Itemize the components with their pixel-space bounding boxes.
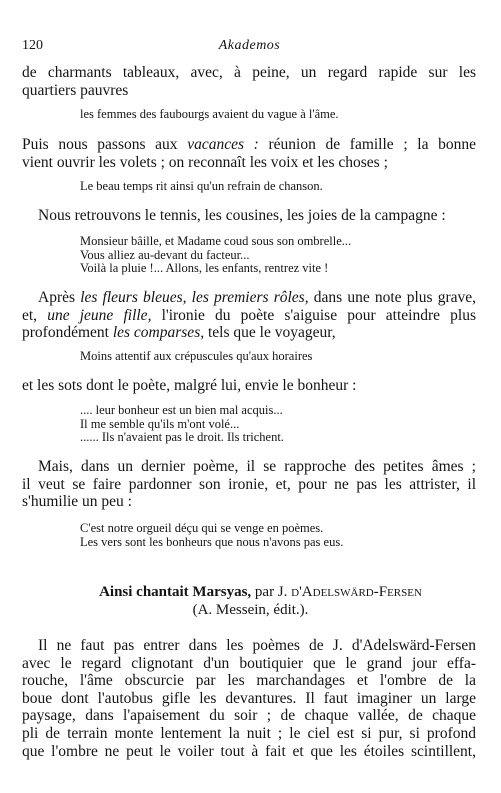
verse-line: .... leur bonheur est un bien mal acquis...	[80, 403, 283, 417]
text-line	[22, 324, 476, 342]
text-line: rouche, l'âme obscurcie par les marchandages et l'ombre de la	[22, 672, 476, 690]
publisher-line: (A. Messein, édit.).	[192, 602, 309, 618]
italic-run: vacances :	[187, 136, 259, 153]
verse-line: les femmes des faubourgs avaient du vague à l'âme.	[80, 107, 339, 121]
verse-line: Vous alliez au-devant du facteur...	[80, 247, 250, 262]
text-line: avec le regard clignotant d'un boutiquier que le grand jour effa-	[22, 654, 476, 672]
review-heading	[0, 583, 501, 601]
quotation	[80, 235, 351, 276]
page-number: 120	[22, 38, 43, 53]
text-line: Il ne faut pas entrer dans les poèmes de J. d'Adelswärd-Fersen	[38, 637, 476, 654]
paragraph-fleurs-bleues	[22, 289, 476, 342]
quotation	[80, 404, 284, 445]
text-run: dans une note plus grave,	[308, 289, 476, 306]
text-line: et les sots dont le poète, malgré lui, envie le bonheur :	[22, 377, 357, 394]
paragraph-dernier-poeme	[22, 458, 476, 511]
page-header	[22, 38, 477, 56]
text-line	[22, 307, 476, 325]
text-run: profondément	[22, 324, 113, 342]
verse-line: Il me semble qu'ils m'ont volé...	[80, 416, 240, 431]
paragraph-intro	[22, 64, 476, 99]
book-title: Ainsi chantait Marsyas,	[99, 584, 252, 600]
author-name: d'Adelswärd-Fersen	[291, 584, 422, 600]
italic-run: les fleurs bleues, les premiers rôles,	[80, 289, 309, 306]
text-line: il veut se faire pardonner son ironie, et, pour ne pas les attrister, il	[22, 475, 476, 493]
text-line: vient ouvrir les volets ; on reconnaît les voix et les choses ;	[22, 153, 388, 171]
quotation	[80, 350, 312, 364]
text-line: Mais, dans un dernier poème, il se rapproche des petites âmes ;	[38, 458, 476, 475]
text-line: boue dont l'autobus gifle les devantures. Il faut imaginer un large	[22, 689, 476, 707]
quotation	[80, 108, 339, 122]
paragraph-vacances	[22, 136, 476, 171]
text-line: que l'ombre ne peut le voiler tout à fait et que les étoiles scintillent,	[22, 742, 476, 760]
verse-line: Monsieur bâille, et Madame coud sous son ombrelle...	[80, 234, 352, 248]
text-line: pli de terrain monte lentement la nuit ; le ciel est si pur, si profond	[22, 724, 476, 742]
paragraph-sots	[22, 377, 476, 395]
text-line	[22, 136, 476, 154]
italic-run: une jeune fille,	[47, 306, 152, 324]
text-line: s'humilie un peu :	[22, 493, 132, 511]
verse-line: Le beau temps rit ainsi qu'un refrain de chanson.	[80, 179, 323, 193]
text-line: Nous retrouvons le tennis, les cousines, les joies de la campagne :	[38, 207, 446, 224]
running-title: Akademos	[218, 38, 281, 53]
text-line: quartiers pauvres	[22, 81, 129, 99]
paragraph-tennis	[38, 207, 476, 225]
verse-line: ...... Ils n'avaient pas le droit. Ils trichent.	[80, 430, 284, 445]
verse-line: Moins attentif aux crépuscules qu'aux horaires	[80, 349, 313, 363]
quotation	[80, 522, 343, 549]
byline: par J.	[251, 584, 292, 600]
text-run: l'ironie du poète s'aiguise pour atteindre plus	[151, 306, 476, 324]
verse-line: C'est notre orgueil déçu qui se venge en poèmes.	[80, 521, 324, 535]
text-line: paysage, dans l'apaisement du soir ; de chaque vallée, de chaque	[22, 707, 476, 725]
text-run: réunion de famille ; la bonne	[258, 136, 477, 153]
text-line: de charmants tableaux, avec, à peine, un regard rapide sur les	[22, 64, 476, 81]
text-run: et,	[22, 306, 48, 324]
verse-line: Les vers sont les bonheurs que nous n'avons pas eus.	[80, 534, 344, 549]
verse-line: Voilà la pluie !... Allons, les enfants, rentrez vite !	[80, 261, 329, 276]
paragraph-review-body	[22, 637, 476, 760]
text-run: Puis nous passons aux	[22, 136, 188, 153]
text-line	[22, 289, 476, 307]
quotation	[80, 180, 323, 194]
text-run: Après	[38, 289, 81, 306]
text-run: tels que le voyageur,	[204, 324, 336, 342]
italic-run: les comparses,	[112, 324, 205, 342]
